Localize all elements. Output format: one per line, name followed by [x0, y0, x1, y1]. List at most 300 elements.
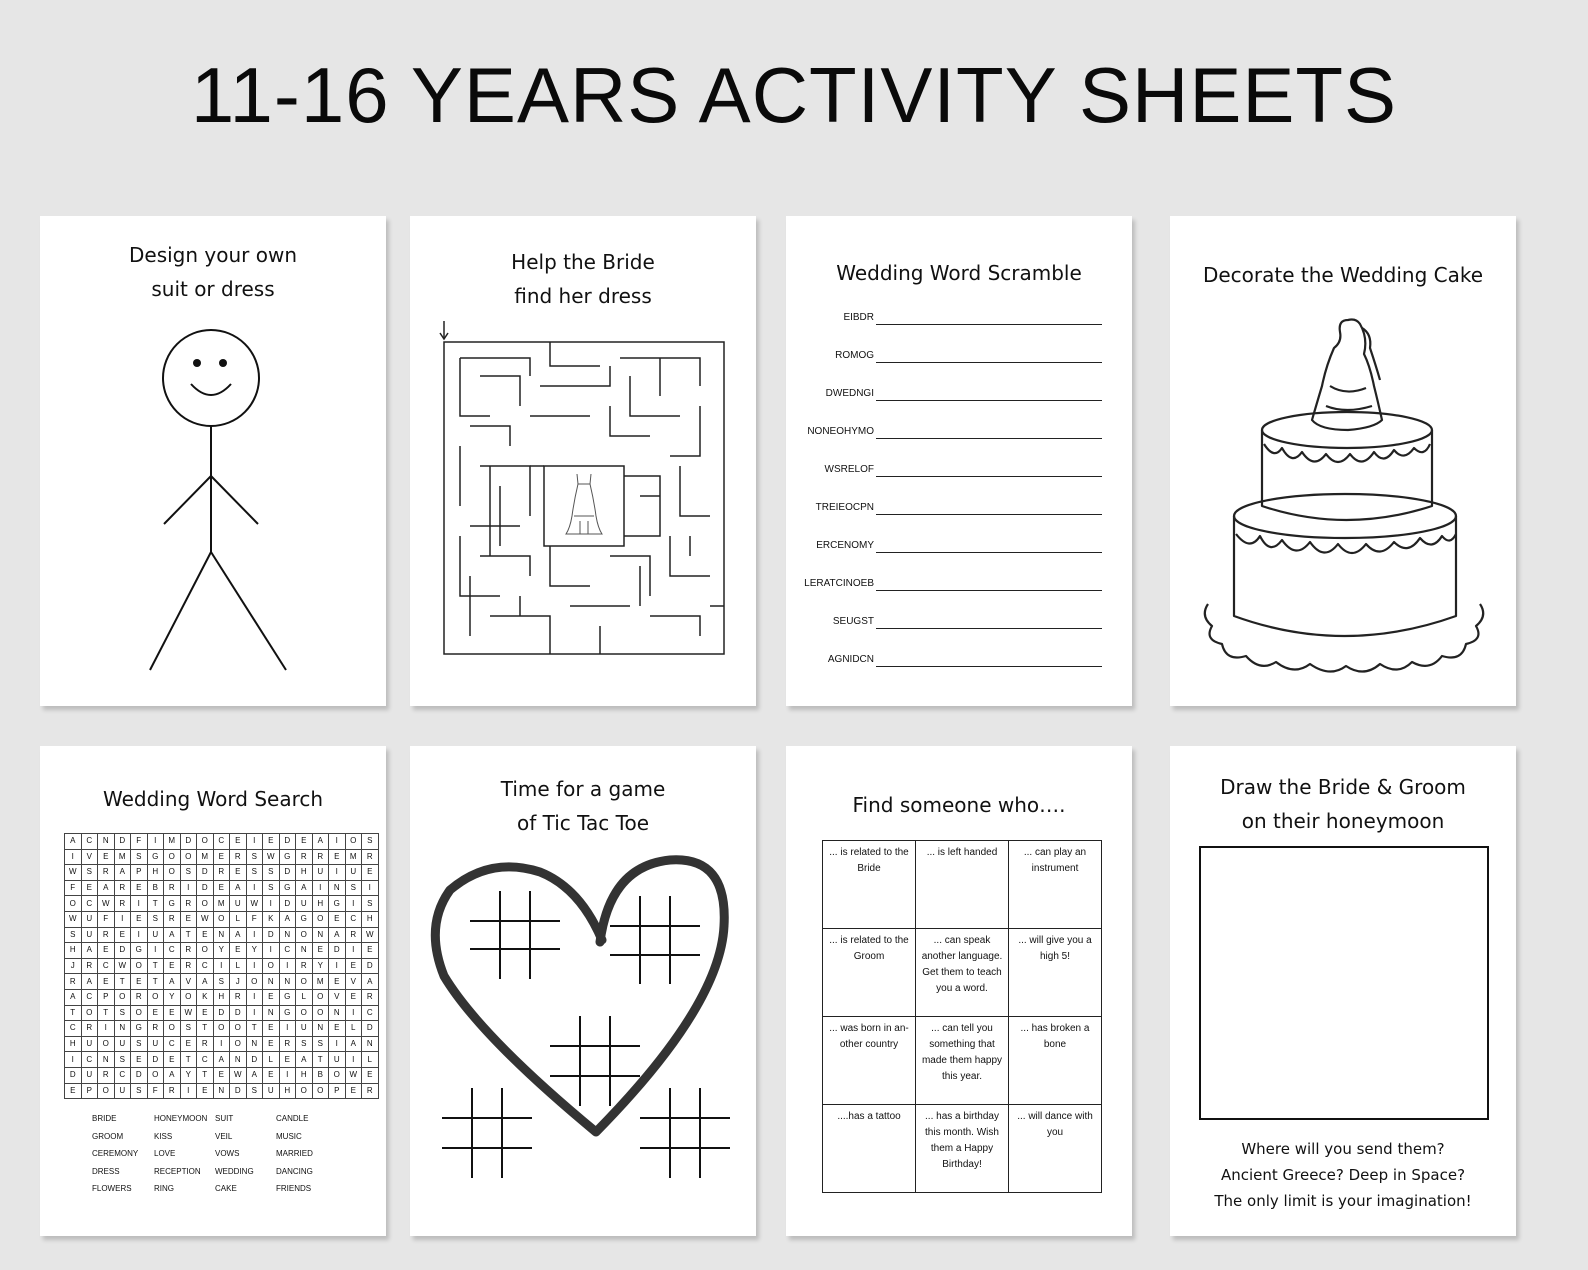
letter-cell[interactable]: A — [362, 974, 379, 990]
letter-cell[interactable]: Y — [312, 958, 329, 974]
letter-cell[interactable]: E — [362, 1067, 379, 1083]
letter-cell[interactable]: R — [114, 880, 131, 896]
letter-cell[interactable]: C — [213, 834, 230, 850]
letter-cell[interactable]: E — [263, 1067, 280, 1083]
letter-cell[interactable]: O — [246, 974, 263, 990]
letter-cell[interactable]: P — [98, 989, 115, 1005]
letter-cell[interactable]: R — [362, 989, 379, 1005]
letter-cell[interactable]: G — [279, 1005, 296, 1021]
letter-cell[interactable]: A — [312, 834, 329, 850]
answer-line[interactable] — [876, 666, 1102, 667]
letter-cell[interactable]: S — [362, 834, 379, 850]
letter-cell[interactable]: N — [213, 1083, 230, 1099]
letter-cell[interactable]: E — [131, 880, 148, 896]
letter-cell[interactable]: I — [279, 1021, 296, 1037]
letter-cell[interactable]: V — [345, 974, 362, 990]
letter-cell[interactable]: S — [180, 1021, 197, 1037]
find-someone-cell[interactable]: ... will dance with you — [1009, 1105, 1102, 1193]
letter-cell[interactable]: E — [213, 849, 230, 865]
letter-cell[interactable]: I — [345, 1005, 362, 1021]
letter-cell[interactable]: H — [296, 1067, 313, 1083]
answer-line[interactable] — [876, 552, 1102, 553]
letter-cell[interactable]: E — [213, 880, 230, 896]
letter-cell[interactable]: R — [213, 865, 230, 881]
letter-cell[interactable]: I — [246, 958, 263, 974]
letter-cell[interactable]: U — [81, 1067, 98, 1083]
letter-cell[interactable]: O — [296, 1083, 313, 1099]
letter-cell[interactable]: A — [329, 927, 346, 943]
find-someone-cell[interactable]: ... is related to the Groom — [823, 929, 916, 1017]
find-someone-cell[interactable]: ... was born in an-other country — [823, 1017, 916, 1105]
letter-cell[interactable]: W — [65, 865, 82, 881]
letter-cell[interactable]: R — [279, 1036, 296, 1052]
letter-cell[interactable]: E — [329, 849, 346, 865]
letter-cell[interactable]: E — [345, 989, 362, 1005]
letter-cell[interactable]: M — [114, 849, 131, 865]
letter-cell[interactable]: A — [114, 865, 131, 881]
letter-cell[interactable]: C — [164, 1036, 181, 1052]
letter-cell[interactable]: N — [362, 1036, 379, 1052]
letter-cell[interactable]: I — [98, 1021, 115, 1037]
letter-cell[interactable]: D — [197, 880, 214, 896]
letter-cell[interactable]: R — [180, 943, 197, 959]
letter-cell[interactable]: M — [164, 834, 181, 850]
letter-cell[interactable]: R — [98, 1067, 115, 1083]
letter-cell[interactable]: C — [164, 943, 181, 959]
letter-cell[interactable]: I — [65, 849, 82, 865]
find-someone-cell[interactable]: ... can speak another language. Get them to teach you a word. — [916, 929, 1009, 1017]
letter-cell[interactable]: O — [147, 989, 164, 1005]
answer-line[interactable] — [876, 362, 1102, 363]
letter-cell[interactable]: C — [81, 834, 98, 850]
letter-cell[interactable]: E — [312, 943, 329, 959]
letter-cell[interactable]: D — [279, 834, 296, 850]
letter-cell[interactable]: S — [246, 849, 263, 865]
letter-cell[interactable]: Y — [164, 989, 181, 1005]
letter-cell[interactable]: O — [197, 834, 214, 850]
letter-cell[interactable]: E — [263, 1036, 280, 1052]
letter-cell[interactable]: R — [81, 958, 98, 974]
letter-cell[interactable]: E — [131, 974, 148, 990]
letter-cell[interactable]: H — [65, 1036, 82, 1052]
letter-cell[interactable]: N — [246, 1036, 263, 1052]
letter-cell[interactable]: E — [164, 1005, 181, 1021]
letter-cell[interactable]: O — [164, 849, 181, 865]
letter-cell[interactable]: W — [246, 896, 263, 912]
letter-cell[interactable]: O — [98, 1083, 115, 1099]
letter-cell[interactable]: O — [230, 1036, 247, 1052]
letter-cell[interactable]: T — [65, 1005, 82, 1021]
letter-cell[interactable]: W — [98, 896, 115, 912]
letter-cell[interactable]: Y — [180, 1067, 197, 1083]
letter-cell[interactable]: M — [312, 974, 329, 990]
letter-cell[interactable]: E — [329, 974, 346, 990]
letter-cell[interactable]: I — [246, 880, 263, 896]
letter-cell[interactable]: H — [362, 911, 379, 927]
letter-cell[interactable]: E — [98, 974, 115, 990]
letter-cell[interactable]: A — [197, 974, 214, 990]
letter-cell[interactable]: H — [296, 865, 313, 881]
letter-cell[interactable]: E — [329, 1021, 346, 1037]
letter-cell[interactable]: D — [65, 1067, 82, 1083]
letter-cell[interactable]: B — [312, 1067, 329, 1083]
letter-cell[interactable]: S — [296, 1036, 313, 1052]
letter-cell[interactable]: W — [197, 911, 214, 927]
letter-cell[interactable]: G — [296, 911, 313, 927]
letter-cell[interactable]: O — [81, 1005, 98, 1021]
letter-cell[interactable]: W — [65, 911, 82, 927]
letter-cell[interactable]: D — [279, 896, 296, 912]
letter-cell[interactable]: L — [263, 1052, 280, 1068]
letter-cell[interactable]: R — [180, 896, 197, 912]
letter-cell[interactable]: T — [246, 1021, 263, 1037]
letter-cell[interactable]: E — [263, 834, 280, 850]
letter-cell[interactable]: A — [81, 974, 98, 990]
letter-cell[interactable]: R — [164, 911, 181, 927]
letter-cell[interactable]: T — [98, 1005, 115, 1021]
letter-cell[interactable]: E — [279, 1052, 296, 1068]
drawing-frame[interactable] — [1199, 846, 1489, 1120]
letter-cell[interactable]: D — [230, 1083, 247, 1099]
letter-cell[interactable]: I — [131, 896, 148, 912]
letter-cell[interactable]: T — [180, 927, 197, 943]
letter-cell[interactable]: G — [147, 849, 164, 865]
letter-cell[interactable]: V — [180, 974, 197, 990]
letter-cell[interactable]: O — [329, 1067, 346, 1083]
letter-cell[interactable]: O — [197, 943, 214, 959]
letter-cell[interactable]: S — [263, 865, 280, 881]
letter-cell[interactable]: C — [114, 1067, 131, 1083]
letter-cell[interactable]: I — [329, 865, 346, 881]
letter-cell[interactable]: U — [147, 1036, 164, 1052]
letter-cell[interactable]: I — [329, 1036, 346, 1052]
letter-cell[interactable]: N — [296, 943, 313, 959]
answer-line[interactable] — [876, 628, 1102, 629]
letter-cell[interactable]: I — [180, 1083, 197, 1099]
letter-cell[interactable]: A — [230, 880, 247, 896]
letter-cell[interactable]: A — [230, 927, 247, 943]
letter-cell[interactable]: U — [345, 865, 362, 881]
letter-cell[interactable]: G — [329, 896, 346, 912]
letter-cell[interactable]: O — [213, 911, 230, 927]
letter-cell[interactable]: I — [263, 943, 280, 959]
letter-cell[interactable]: R — [147, 1021, 164, 1037]
letter-cell[interactable]: E — [98, 943, 115, 959]
letter-cell[interactable]: U — [147, 927, 164, 943]
letter-cell[interactable]: C — [81, 1052, 98, 1068]
letter-cell[interactable]: E — [164, 958, 181, 974]
letter-cell[interactable]: I — [114, 911, 131, 927]
letter-cell[interactable]: S — [65, 927, 82, 943]
letter-cell[interactable]: E — [180, 911, 197, 927]
letter-cell[interactable]: I — [147, 834, 164, 850]
answer-line[interactable] — [876, 476, 1102, 477]
answer-line[interactable] — [876, 514, 1102, 515]
letter-cell[interactable]: S — [147, 911, 164, 927]
letter-cell[interactable]: R — [114, 896, 131, 912]
letter-cell[interactable]: I — [65, 1052, 82, 1068]
letter-cell[interactable]: W — [180, 1005, 197, 1021]
letter-cell[interactable]: E — [180, 1036, 197, 1052]
find-someone-cell[interactable]: ... has a birthday this month. Wish them a Happy Birthday! — [916, 1105, 1009, 1193]
letter-cell[interactable]: L — [345, 1021, 362, 1037]
letter-cell[interactable]: D — [147, 1052, 164, 1068]
letter-cell[interactable]: M — [197, 849, 214, 865]
letter-cell[interactable]: S — [131, 849, 148, 865]
letter-cell[interactable]: C — [279, 943, 296, 959]
letter-cell[interactable]: E — [147, 1005, 164, 1021]
letter-cell[interactable]: I — [246, 834, 263, 850]
letter-cell[interactable]: U — [81, 1036, 98, 1052]
letter-cell[interactable]: A — [296, 1052, 313, 1068]
letter-cell[interactable]: S — [312, 1036, 329, 1052]
letter-cell[interactable]: S — [345, 880, 362, 896]
letter-cell[interactable]: K — [197, 989, 214, 1005]
letter-cell[interactable]: R — [81, 1021, 98, 1037]
letter-cell[interactable]: D — [180, 834, 197, 850]
letter-cell[interactable]: N — [263, 974, 280, 990]
letter-cell[interactable]: I — [213, 1036, 230, 1052]
letter-cell[interactable]: F — [98, 911, 115, 927]
letter-cell[interactable]: Y — [246, 943, 263, 959]
letter-cell[interactable]: A — [279, 911, 296, 927]
letter-cell[interactable]: U — [230, 896, 247, 912]
letter-cell[interactable]: Y — [213, 943, 230, 959]
letter-cell[interactable]: N — [279, 974, 296, 990]
letter-cell[interactable]: G — [279, 880, 296, 896]
letter-cell[interactable]: E — [197, 1083, 214, 1099]
letter-cell[interactable]: N — [329, 880, 346, 896]
letter-cell[interactable]: A — [246, 1067, 263, 1083]
letter-cell[interactable]: A — [81, 943, 98, 959]
letter-cell[interactable]: H — [65, 943, 82, 959]
letter-cell[interactable]: N — [98, 834, 115, 850]
letter-cell[interactable]: O — [114, 989, 131, 1005]
letter-cell[interactable]: R — [362, 849, 379, 865]
letter-cell[interactable]: A — [98, 880, 115, 896]
letter-cell[interactable]: E — [345, 958, 362, 974]
letter-cell[interactable]: S — [114, 1005, 131, 1021]
letter-cell[interactable]: N — [213, 927, 230, 943]
letter-cell[interactable]: E — [65, 1083, 82, 1099]
letter-cell[interactable]: U — [81, 927, 98, 943]
letter-cell[interactable]: R — [345, 927, 362, 943]
letter-cell[interactable]: S — [213, 974, 230, 990]
letter-cell[interactable]: N — [312, 927, 329, 943]
letter-cell[interactable]: I — [362, 880, 379, 896]
letter-cell[interactable]: S — [114, 1052, 131, 1068]
letter-cell[interactable]: M — [345, 849, 362, 865]
letter-cell[interactable]: A — [345, 1036, 362, 1052]
letter-cell[interactable]: I — [345, 1052, 362, 1068]
letter-cell[interactable]: J — [230, 974, 247, 990]
letter-cell[interactable]: R — [230, 849, 247, 865]
letter-cell[interactable]: C — [345, 911, 362, 927]
letter-cell[interactable]: O — [164, 1021, 181, 1037]
letter-cell[interactable]: C — [81, 989, 98, 1005]
letter-cell[interactable]: D — [197, 865, 214, 881]
letter-cell[interactable]: S — [362, 896, 379, 912]
letter-cell[interactable]: I — [246, 927, 263, 943]
letter-cell[interactable]: R — [164, 1083, 181, 1099]
letter-cell[interactable]: U — [81, 911, 98, 927]
letter-cell[interactable]: C — [197, 958, 214, 974]
letter-cell[interactable]: O — [65, 896, 82, 912]
letter-cell[interactable]: G — [279, 989, 296, 1005]
letter-cell[interactable]: O — [131, 958, 148, 974]
letter-cell[interactable]: O — [131, 1005, 148, 1021]
letter-cell[interactable]: J — [65, 958, 82, 974]
letter-cell[interactable]: O — [296, 974, 313, 990]
letter-cell[interactable]: E — [230, 943, 247, 959]
letter-cell[interactable]: N — [329, 1005, 346, 1021]
letter-cell[interactable]: D — [362, 1021, 379, 1037]
letter-cell[interactable]: C — [98, 958, 115, 974]
letter-cell[interactable]: T — [197, 1067, 214, 1083]
letter-cell[interactable]: D — [362, 958, 379, 974]
letter-cell[interactable]: L — [362, 1052, 379, 1068]
letter-cell[interactable]: N — [279, 927, 296, 943]
letter-cell[interactable]: T — [180, 1052, 197, 1068]
letter-cell[interactable]: O — [98, 1036, 115, 1052]
letter-cell[interactable]: S — [131, 1036, 148, 1052]
letter-cell[interactable]: N — [98, 1052, 115, 1068]
letter-cell[interactable]: T — [197, 1021, 214, 1037]
letter-cell[interactable]: C — [362, 1005, 379, 1021]
letter-cell[interactable]: E — [131, 1052, 148, 1068]
letter-cell[interactable]: P — [131, 865, 148, 881]
letter-cell[interactable]: E — [164, 1052, 181, 1068]
letter-cell[interactable]: I — [329, 958, 346, 974]
letter-cell[interactable]: R — [98, 865, 115, 881]
letter-cell[interactable]: E — [81, 880, 98, 896]
word-search-grid[interactable] — [64, 833, 379, 1099]
letter-cell[interactable]: O — [147, 1067, 164, 1083]
letter-cell[interactable]: U — [296, 896, 313, 912]
letter-cell[interactable]: H — [312, 896, 329, 912]
letter-cell[interactable]: E — [230, 865, 247, 881]
letter-cell[interactable]: R — [164, 880, 181, 896]
letter-cell[interactable]: S — [180, 865, 197, 881]
letter-cell[interactable]: D — [246, 1052, 263, 1068]
letter-cell[interactable]: E — [197, 927, 214, 943]
letter-cell[interactable]: G — [279, 849, 296, 865]
letter-cell[interactable]: E — [114, 927, 131, 943]
letter-cell[interactable]: I — [213, 958, 230, 974]
letter-cell[interactable]: K — [263, 911, 280, 927]
letter-cell[interactable]: D — [263, 927, 280, 943]
letter-cell[interactable]: H — [147, 865, 164, 881]
letter-cell[interactable]: U — [114, 1036, 131, 1052]
letter-cell[interactable]: I — [131, 927, 148, 943]
letter-cell[interactable]: O — [164, 865, 181, 881]
letter-cell[interactable]: F — [131, 834, 148, 850]
letter-cell[interactable]: S — [131, 1083, 148, 1099]
find-someone-cell[interactable]: ... can tell you something that made them happy this year. — [916, 1017, 1009, 1105]
answer-line[interactable] — [876, 438, 1102, 439]
letter-cell[interactable]: I — [263, 896, 280, 912]
letter-cell[interactable]: O — [230, 1021, 247, 1037]
find-someone-cell[interactable]: ... can play an instrument — [1009, 841, 1102, 929]
letter-cell[interactable]: R — [197, 1036, 214, 1052]
letter-cell[interactable]: N — [312, 1021, 329, 1037]
letter-cell[interactable]: F — [65, 880, 82, 896]
letter-cell[interactable]: A — [65, 989, 82, 1005]
letter-cell[interactable]: E — [362, 943, 379, 959]
letter-cell[interactable]: A — [213, 1052, 230, 1068]
letter-cell[interactable]: A — [65, 834, 82, 850]
letter-cell[interactable]: H — [279, 1083, 296, 1099]
letter-cell[interactable]: E — [213, 1067, 230, 1083]
letter-cell[interactable]: D — [230, 1005, 247, 1021]
letter-cell[interactable]: R — [230, 989, 247, 1005]
letter-cell[interactable]: U — [312, 865, 329, 881]
letter-cell[interactable]: O — [312, 911, 329, 927]
letter-cell[interactable]: C — [65, 1021, 82, 1037]
letter-cell[interactable]: P — [329, 1083, 346, 1099]
letter-cell[interactable]: O — [312, 1083, 329, 1099]
letter-cell[interactable]: U — [329, 1052, 346, 1068]
letter-cell[interactable]: D — [279, 865, 296, 881]
letter-cell[interactable]: R — [65, 974, 82, 990]
letter-cell[interactable]: T — [114, 974, 131, 990]
letter-cell[interactable]: D — [131, 1067, 148, 1083]
letter-cell[interactable]: I — [246, 989, 263, 1005]
letter-cell[interactable]: E — [98, 849, 115, 865]
letter-cell[interactable]: T — [147, 958, 164, 974]
letter-cell[interactable]: T — [147, 896, 164, 912]
letter-cell[interactable]: G — [131, 943, 148, 959]
letter-cell[interactable]: A — [164, 1067, 181, 1083]
letter-cell[interactable]: W — [362, 927, 379, 943]
letter-cell[interactable]: F — [147, 1083, 164, 1099]
letter-cell[interactable]: I — [180, 880, 197, 896]
letter-cell[interactable]: O — [180, 849, 197, 865]
letter-cell[interactable]: R — [296, 958, 313, 974]
letter-cell[interactable]: H — [213, 989, 230, 1005]
letter-cell[interactable]: R — [296, 849, 313, 865]
letter-cell[interactable]: V — [81, 849, 98, 865]
letter-cell[interactable]: O — [180, 989, 197, 1005]
letter-cell[interactable]: A — [164, 974, 181, 990]
letter-cell[interactable]: L — [230, 958, 247, 974]
letter-cell[interactable]: R — [98, 927, 115, 943]
letter-cell[interactable]: U — [114, 1083, 131, 1099]
letter-cell[interactable]: O — [296, 1005, 313, 1021]
letter-cell[interactable]: T — [147, 974, 164, 990]
letter-cell[interactable]: N — [263, 1005, 280, 1021]
letter-cell[interactable]: I — [279, 958, 296, 974]
letter-cell[interactable]: W — [263, 849, 280, 865]
letter-cell[interactable]: D — [329, 943, 346, 959]
letter-cell[interactable]: O — [312, 1005, 329, 1021]
answer-line[interactable] — [876, 400, 1102, 401]
letter-cell[interactable]: I — [345, 896, 362, 912]
letter-cell[interactable]: D — [213, 1005, 230, 1021]
letter-cell[interactable]: W — [230, 1067, 247, 1083]
letter-cell[interactable]: E — [329, 911, 346, 927]
letter-cell[interactable]: N — [114, 1021, 131, 1037]
letter-cell[interactable]: W — [114, 958, 131, 974]
letter-cell[interactable]: A — [164, 927, 181, 943]
letter-cell[interactable]: I — [312, 880, 329, 896]
letter-cell[interactable]: F — [246, 911, 263, 927]
find-someone-cell[interactable]: ... has broken a bone — [1009, 1017, 1102, 1105]
letter-cell[interactable]: V — [329, 989, 346, 1005]
letter-cell[interactable]: O — [296, 927, 313, 943]
letter-cell[interactable]: G — [164, 896, 181, 912]
letter-cell[interactable]: C — [81, 896, 98, 912]
